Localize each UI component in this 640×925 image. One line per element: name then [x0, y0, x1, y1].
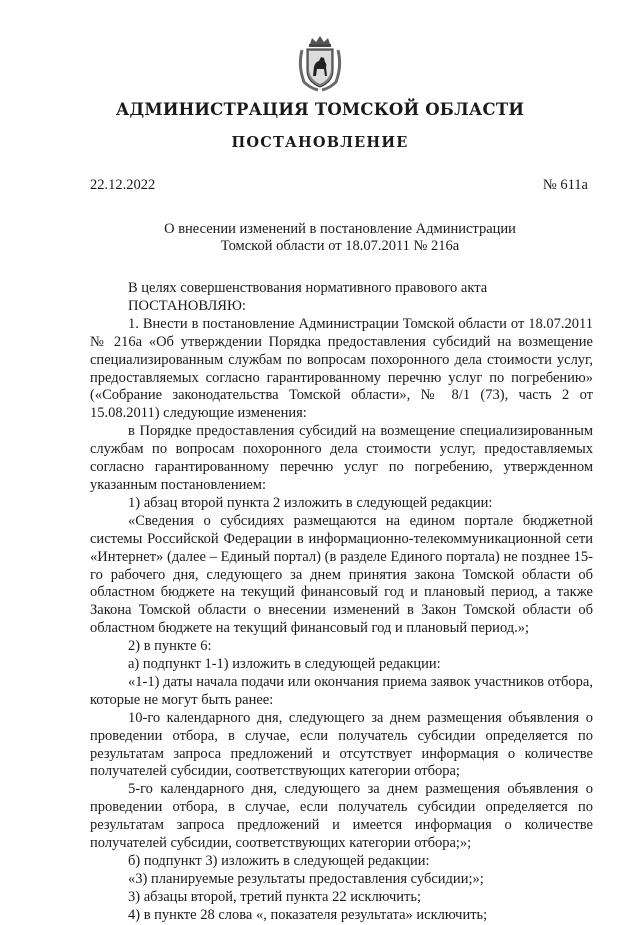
paragraph: «Сведения о субсидиях размещаются на едином портале бюджетной системы Российской Федерации в информационно-телекоммуникационной сети «Интернет» (далее – Единый портал) (в разделе Единого портала) не позднее 15-го рабочего дня, следующего за днем принятия закона Томской области об областном бюджете на текущий финансовый год и плановый период, а также Закона Томской области о внесении изменений в Закон Томской области об областном бюджете на текущий финансовый год и плановый период.»; [90, 512, 593, 637]
document-date: 22.12.2022 [90, 177, 156, 193]
title-line: Томской области от 18.07.2011 № 216а [220, 238, 460, 254]
title-line: О внесении изменений в постановление Администрации [164, 221, 516, 237]
paragraph: 3) абзацы второй, третий пункта 22 исключить; [128, 888, 421, 905]
coat-of-arms-icon [296, 36, 344, 92]
document-body [90, 280, 593, 925]
document-title [90, 221, 590, 255]
paragraph: б) подпункт 3) изложить в следующей редакции: [128, 853, 430, 869]
document-number: № 611а [542, 177, 588, 193]
paragraph: а) подпункт 1-1) изложить в следующей редакции: [128, 656, 441, 673]
paragraph: 2) в пункте 6: [128, 638, 212, 655]
paragraph: в Порядке предоставления субсидий на возмещение специализированным службам по вопросам похоронного дела стоимости услуг, предоставляемых согласно гарантированному перечню услуг по погребению, утвержденном указанным постановлением: [90, 423, 593, 493]
document-type: ПОСТАНОВЛЕНИЕ [231, 134, 409, 151]
resolution-word: ПОСТАНОВЛЯЮ: [128, 297, 246, 314]
paragraph: 10-го календарного дня, следующего за днем размещения объявления о проведении отбора, в случае, если получатель субсидии определяется по результатам запроса предложений и отсутствует информация о количестве получателей субсидии, соответствующих категории отбора; [90, 709, 593, 780]
preamble: В целях совершенствования нормативного правового акта [128, 280, 488, 296]
paragraph: 1. Внести в постановление Администрации Томской области от 18.07.2011 № 216а «Об утверждении Порядка предоставления субсидий на возмещение специализированным службам по вопросам похоронного дела стоимости услуг, предоставляемых согласно гарантированному перечню услуг по погребению» («Собрание законодательства Томской области», № 8/1 (73), часть 2 от 15.08.2011) следующие изменения: [90, 315, 593, 422]
organization-name: АДМИНИСТРАЦИЯ ТОМСКОЙ ОБЛАСТИ [115, 100, 525, 119]
paragraph: 1) абзац второй пункта 2 изложить в следующей редакции: [128, 494, 493, 511]
paragraph: «1-1) даты начала подачи или окончания приема заявок участников отбора, которые не могут быть ранее: [90, 673, 593, 708]
paragraph: 5-го календарного дня, следующего за днем размещения объявления о проведении отбора, в случае, если получатель субсидии определяется по результатам запроса предложений и имеется информация о количестве получателей субсидии, соответствующих категории отбора;»; [90, 781, 593, 852]
paragraph: «3) планируемые результаты предоставления субсидии;»; [128, 870, 484, 887]
paragraph: 4) в пункте 28 слова «, показателя результата» исключить; [128, 906, 488, 923]
